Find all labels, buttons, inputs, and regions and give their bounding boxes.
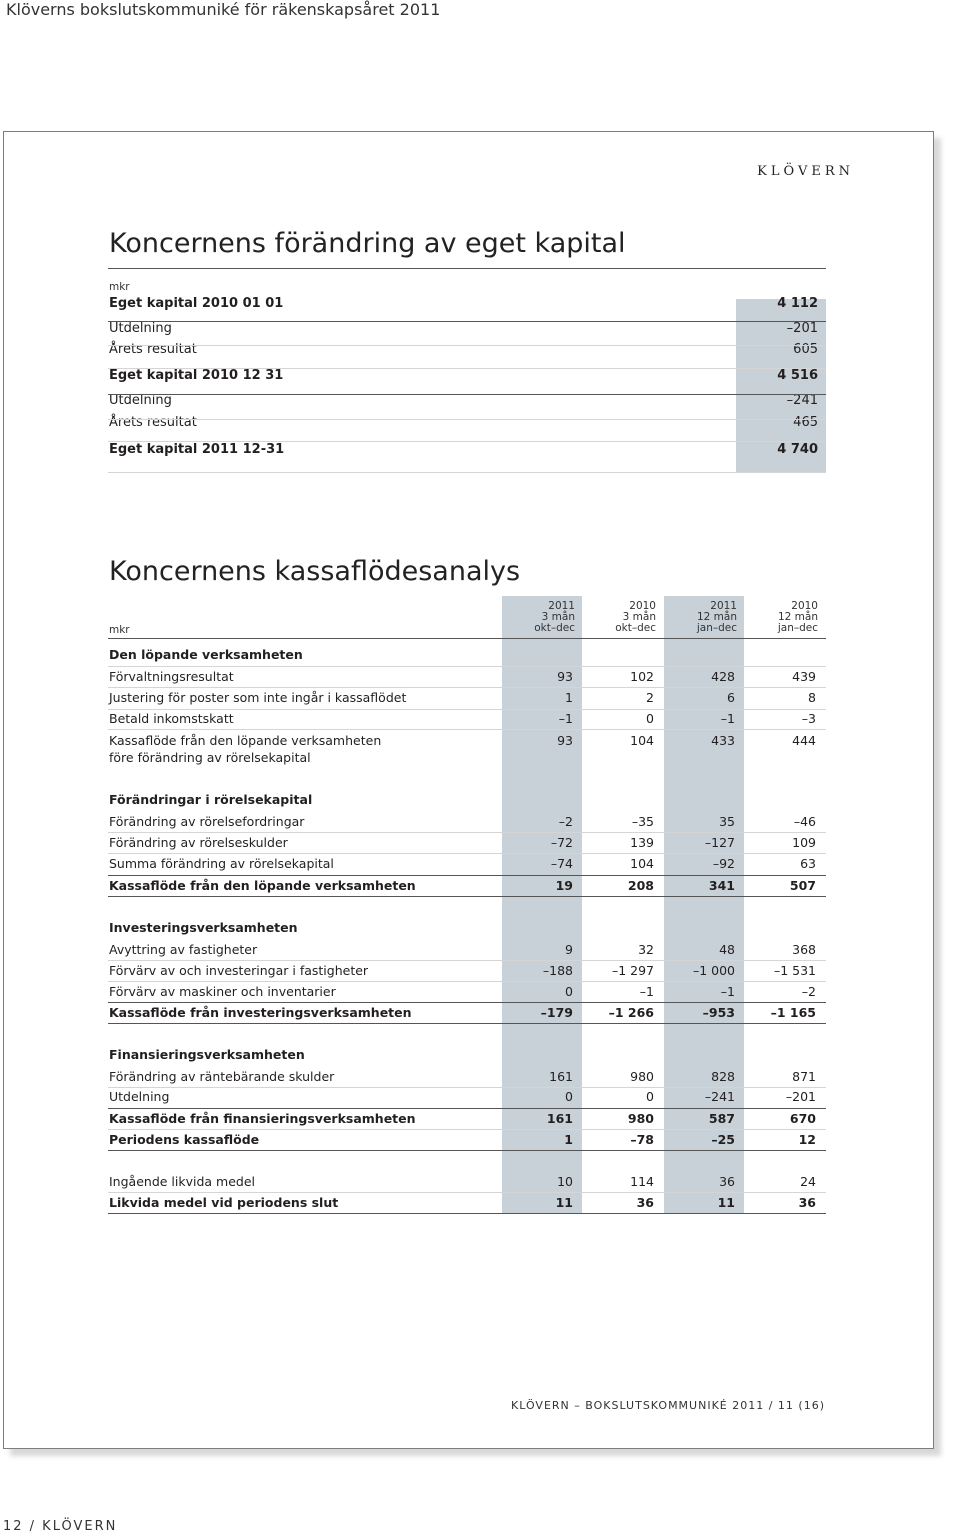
row-value: –1 [558,711,573,726]
row-label: Förändring av räntebärande skulder [109,1069,335,1084]
column-header [495,601,575,634]
equity-top-rule [108,268,826,269]
row-value: –2 [558,814,573,829]
row-value: 139 [630,835,654,850]
row-label: Förvärv av maskiner och inventarier [109,984,336,999]
row-value: 11 [717,1195,735,1210]
column-header-range: jan–dec [696,622,737,634]
row-value: 36 [798,1195,816,1210]
row-divider [108,1150,826,1151]
row-value: 0 [565,1089,573,1104]
equity-row-value: –201 [786,321,818,336]
row-value: 368 [792,942,816,957]
row-label: Summa förändring av rörelsekapital [109,856,334,871]
row-value: –1 [639,984,654,999]
equity-row-label: Eget kapital 2010 01 01 [109,296,284,311]
row-value: 161 [549,1069,573,1084]
row-value: 980 [627,1111,654,1126]
row-value: 11 [555,1195,573,1210]
row-value: 48 [719,942,735,957]
row-value: 93 [557,669,573,684]
row-divider [108,419,826,420]
row-divider [108,472,826,473]
row-value: 0 [646,1089,654,1104]
equity-row-label: Utdelning [109,321,172,336]
row-label: Avyttring av fastigheter [109,942,258,957]
row-label: Förvaltningsresultat [109,669,234,684]
row-value: 1 [564,1132,573,1147]
row-value: 63 [800,856,816,871]
column-header-year: 2010 [629,600,656,612]
row-value: –25 [711,1132,735,1147]
column-header-range: okt–dec [615,622,656,634]
row-divider [108,1002,826,1003]
row-value: 9 [565,942,573,957]
row-value: 587 [708,1111,735,1126]
equity-table [108,268,826,457]
equity-row-value: 4 516 [777,368,818,383]
column-header-period: 12 mån [696,611,737,623]
row-value: –127 [704,835,735,850]
row-value: –1 [720,984,735,999]
row-value: 0 [646,711,654,726]
row-value: 828 [711,1069,735,1084]
column-header-range: okt–dec [534,622,575,634]
column-header-year: 2011 [548,600,575,612]
row-value: –1 297 [611,963,654,978]
row-divider [108,666,826,667]
row-value: 444 [792,733,816,748]
column-header-year: 2010 [791,600,818,612]
row-value: 104 [630,856,654,871]
row-divider [108,368,826,369]
row-value: 871 [792,1069,816,1084]
cashflow-title: Koncernens kassaflödesanalys [109,556,521,587]
row-label: Likvida medel vid periodens slut [109,1195,339,1210]
row-label: Förvärv av och investeringar i fastigheter [109,963,369,978]
row-label: Utdelning [109,1089,170,1104]
equity-title: Koncernens förändring av eget kapital [109,228,626,259]
equity-row-label: Årets resultat [109,342,197,357]
row-value: 93 [557,733,573,748]
row-divider [108,1108,826,1109]
row-value: 12 [798,1132,816,1147]
row-value: 6 [727,690,735,705]
row-label: Justering för poster som inte ingår i kassaflödet [109,690,407,705]
document-header-title: Klöverns bokslutskommuniké för räkenskapsåret 2011 [6,0,441,19]
row-value: 2 [646,690,654,705]
row-divider [108,441,826,442]
row-label: Kassaflöde från finansieringsverksamheten [109,1111,416,1126]
row-value: –1 [720,711,735,726]
row-divider [108,960,826,961]
column-header-range: jan–dec [777,622,818,634]
equity-row-label: Årets resultat [109,415,197,430]
row-label: Betald inkomstskatt [109,711,234,726]
column-header-period: 3 mån [541,611,575,623]
company-logo: KLÖVERN [757,164,854,179]
row-value: –74 [550,856,573,871]
equity-row-value: 4 112 [777,296,818,311]
row-label: Förändringar i rörelsekapital [109,792,313,807]
row-value: 114 [630,1174,654,1189]
row-value: –188 [542,963,573,978]
row-value: 439 [792,669,816,684]
row-divider [108,832,826,833]
row-divider [108,875,826,876]
row-divider [108,981,826,982]
equity-row-value: 4 740 [777,442,818,457]
header-rule [108,638,826,639]
row-label: Finansieringsverksamheten [109,1047,305,1062]
equity-row-label: Eget kapital 2010 12 31 [109,368,284,383]
row-value: 670 [789,1111,816,1126]
row-value: 36 [636,1195,654,1210]
equity-row [108,412,826,433]
row-divider [108,1129,826,1130]
row-label: Ingående likvida medel [109,1174,256,1189]
row-value: –179 [540,1005,573,1020]
row-value: 433 [711,733,735,748]
row-value: 0 [565,984,573,999]
row-value: –78 [630,1132,654,1147]
equity-row-value: 605 [793,342,818,357]
row-divider [108,394,826,395]
row-label: Kassaflöde från den löpande verksamheten [109,878,416,893]
row-label: Periodens kassaflöde [109,1132,260,1147]
equity-row [108,439,826,460]
row-divider [108,1213,826,1214]
equity-row-value: –241 [786,393,818,408]
row-label: Kassaflöde från den löpande verksamheten [109,733,382,748]
row-value: 102 [630,669,654,684]
row-divider [108,1192,826,1193]
row-value: 341 [708,878,735,893]
row-value: –1 531 [773,963,816,978]
row-value: –92 [712,856,735,871]
row-divider [108,729,826,730]
column-header [738,601,818,634]
row-value: 19 [555,878,573,893]
row-value: 36 [719,1174,735,1189]
column-header [657,601,737,634]
row-value: 32 [638,942,654,957]
row-value: 10 [557,1174,573,1189]
equity-row-value: 465 [793,415,818,430]
row-label: Den löpande verksamheten [109,647,303,662]
equity-row [108,339,826,360]
row-label: Kassaflöde från investeringsverksamheten [109,1005,412,1020]
column-header-period: 3 mån [622,611,656,623]
row-value: –2 [801,984,816,999]
row-label: Förändring av rörelsefordringar [109,814,305,829]
row-value: 980 [630,1069,654,1084]
column-header-year: 2011 [710,600,737,612]
row-value: –1 266 [608,1005,654,1020]
equity-row-label: Utdelning [109,393,172,408]
row-value: 428 [711,669,735,684]
cashflow-unit-label: mkr [109,624,130,636]
equity-unit-label: mkr [109,281,130,293]
row-value: 109 [792,835,816,850]
row-divider [108,1023,826,1024]
row-label: Förändring av rörelseskulder [109,835,288,850]
page-footer: KLÖVERN – BOKSLUTSKOMMUNIKÉ 2011 / 11 (16) [511,1399,825,1412]
row-value: 161 [546,1111,573,1126]
row-value: –35 [631,814,654,829]
row-value: –1 000 [692,963,735,978]
row-divider [108,1087,826,1088]
row-divider [108,345,826,346]
row-divider [108,709,826,710]
column-header-period: 12 mån [777,611,818,623]
row-value: 8 [808,690,816,705]
equity-row-label: Eget kapital 2011 12-31 [109,442,285,457]
row-label: Investeringsverksamheten [109,920,298,935]
row-label-continued: före förändring av rörelsekapital [109,750,311,765]
row-value: 24 [800,1174,816,1189]
row-divider [108,321,826,322]
row-value: 104 [630,733,654,748]
row-divider [108,896,826,897]
equity-row [108,293,826,314]
row-value: –72 [550,835,573,850]
row-value: 35 [719,814,735,829]
row-value: –953 [702,1005,735,1020]
row-value: 208 [627,878,654,893]
column-header [576,601,656,634]
row-value: –1 165 [770,1005,816,1020]
row-divider [108,687,826,688]
row-value: –241 [704,1089,735,1104]
row-value: –3 [801,711,816,726]
row-value: 507 [789,878,816,893]
page-number: 12 / KLÖVERN [3,1519,118,1534]
row-divider [108,853,826,854]
row-value: 1 [565,690,573,705]
row-value: –46 [793,814,816,829]
row-value: –201 [785,1089,816,1104]
